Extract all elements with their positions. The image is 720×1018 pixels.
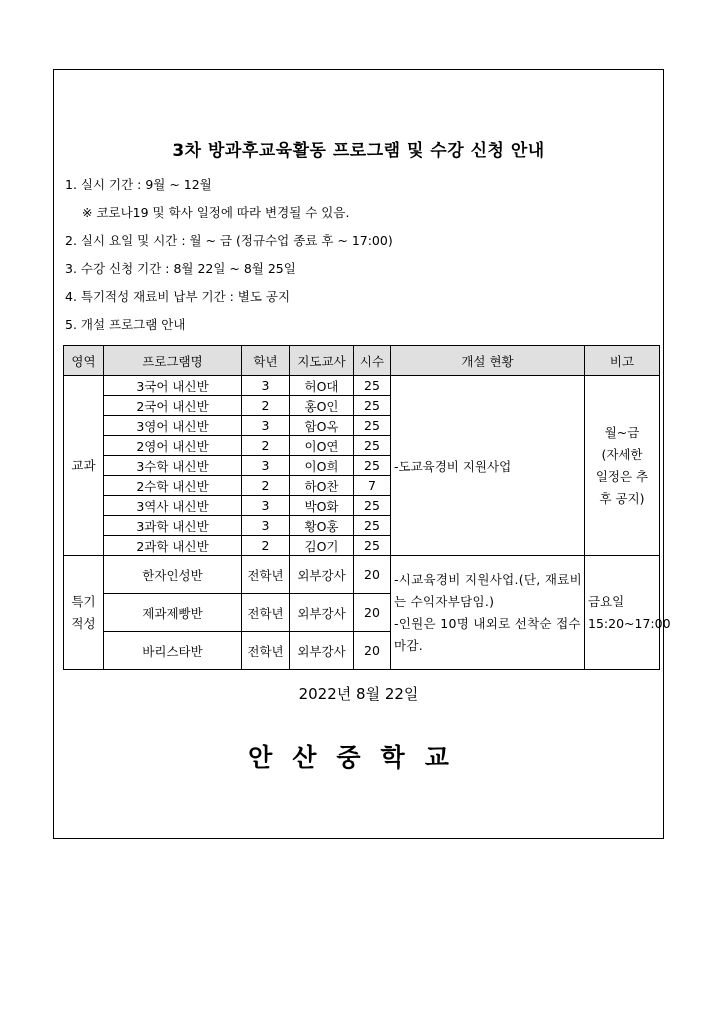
grade-cell: 3 xyxy=(242,456,290,476)
teacher-cell: 황O홍 xyxy=(290,516,354,536)
program-name-cell: 2수학 내신반 xyxy=(104,476,242,496)
grade-cell: 전학년 xyxy=(242,632,290,670)
program-name-cell: 바리스타반 xyxy=(104,632,242,670)
hours-cell: 25 xyxy=(354,376,391,396)
program-name-cell: 3국어 내신반 xyxy=(104,376,242,396)
hours-cell: 20 xyxy=(354,594,391,632)
table-header-row xyxy=(64,346,660,376)
document-date: 2022년 8월 22일 xyxy=(298,685,419,703)
hours-cell: 20 xyxy=(354,556,391,594)
hours-cell: 25 xyxy=(354,496,391,516)
hours-cell: 25 xyxy=(354,396,391,416)
info-line-programs: 5. 개설 프로그램 안내 xyxy=(65,317,186,332)
teacher-cell: 이O희 xyxy=(290,456,354,476)
program-name-cell: 3수학 내신반 xyxy=(104,456,242,476)
teacher-cell: 김O기 xyxy=(290,536,354,556)
note-cell: 월~금 (자세한 일정은 추 후 공지) xyxy=(585,376,660,556)
col-header-note: 비고 xyxy=(585,346,660,376)
program-name-cell: 한자인성반 xyxy=(104,556,242,594)
subject-group xyxy=(64,376,660,556)
info-line-material-fee: 4. 특기적성 재료비 납부 기간 : 별도 공지 xyxy=(65,289,291,304)
col-header-area: 영역 xyxy=(64,346,104,376)
program-name-cell: 3과학 내신반 xyxy=(104,516,242,536)
page-title: 3차 방과후교육활동 프로그램 및 수강 신청 안내 xyxy=(172,141,545,161)
school-name: 안산중학교 xyxy=(248,743,469,772)
info-line-period: 1. 실시 기간 : 9월 ~ 12월 xyxy=(65,177,212,192)
table-row xyxy=(64,556,660,594)
grade-cell: 2 xyxy=(242,476,290,496)
col-header-grade: 학년 xyxy=(242,346,290,376)
program-name-cell: 2과학 내신반 xyxy=(104,536,242,556)
special-aptitude-group xyxy=(64,556,671,670)
hours-cell: 25 xyxy=(354,536,391,556)
grade-cell: 2 xyxy=(242,536,290,556)
table-row xyxy=(64,376,660,396)
col-header-hours: 시수 xyxy=(354,346,391,376)
hours-cell: 25 xyxy=(354,436,391,456)
area-cell: 특기 적성 xyxy=(64,556,104,670)
col-header-status: 개설 현황 xyxy=(391,346,585,376)
area-cell: 교과 xyxy=(64,376,104,556)
teacher-cell: 이O연 xyxy=(290,436,354,456)
teacher-cell: 홍O인 xyxy=(290,396,354,416)
info-line-schedule: 2. 실시 요일 및 시간 : 월 ~ 금 (정규수업 종료 후 ~ 17:00) xyxy=(65,233,393,248)
grade-cell: 3 xyxy=(242,376,290,396)
status-cell: -시교육경비 지원사업.(단, 재료비는 수익자부담임.) -인원은 10명 내외로 선착순 접수마감. xyxy=(391,556,585,670)
teacher-cell: 허O대 xyxy=(290,376,354,396)
hours-cell: 7 xyxy=(354,476,391,496)
program-name-cell: 제과제빵반 xyxy=(104,594,242,632)
note-cell: 금요일 15:20~17:00 xyxy=(585,556,660,670)
hours-cell: 25 xyxy=(354,516,391,536)
teacher-cell: 박O화 xyxy=(290,496,354,516)
hours-cell: 20 xyxy=(354,632,391,670)
grade-cell: 전학년 xyxy=(242,594,290,632)
info-line-registration: 3. 수강 신청 기간 : 8월 22일 ~ 8월 25일 xyxy=(65,261,296,276)
hours-cell: 25 xyxy=(354,416,391,436)
hours-cell: 25 xyxy=(354,456,391,476)
program-name-cell: 2국어 내신반 xyxy=(104,396,242,416)
teacher-cell: 외부강사 xyxy=(290,632,354,670)
col-header-program: 프로그램명 xyxy=(104,346,242,376)
grade-cell: 2 xyxy=(242,436,290,456)
col-header-teacher: 지도교사 xyxy=(290,346,354,376)
grade-cell: 전학년 xyxy=(242,556,290,594)
teacher-cell: 외부강사 xyxy=(290,594,354,632)
teacher-cell: 하O찬 xyxy=(290,476,354,496)
teacher-cell: 외부강사 xyxy=(290,556,354,594)
teacher-cell: 함O옥 xyxy=(290,416,354,436)
grade-cell: 3 xyxy=(242,416,290,436)
grade-cell: 3 xyxy=(242,516,290,536)
program-name-cell: 3역사 내신반 xyxy=(104,496,242,516)
info-note-covid: ※ 코로나19 및 학사 일정에 따라 변경될 수 있음. xyxy=(82,205,350,220)
status-cell: -도교육경비 지원사업 xyxy=(391,376,585,556)
grade-cell: 2 xyxy=(242,396,290,416)
program-name-cell: 2영어 내신반 xyxy=(104,436,242,456)
program-name-cell: 3영어 내신반 xyxy=(104,416,242,436)
grade-cell: 3 xyxy=(242,496,290,516)
program-table xyxy=(63,345,671,670)
